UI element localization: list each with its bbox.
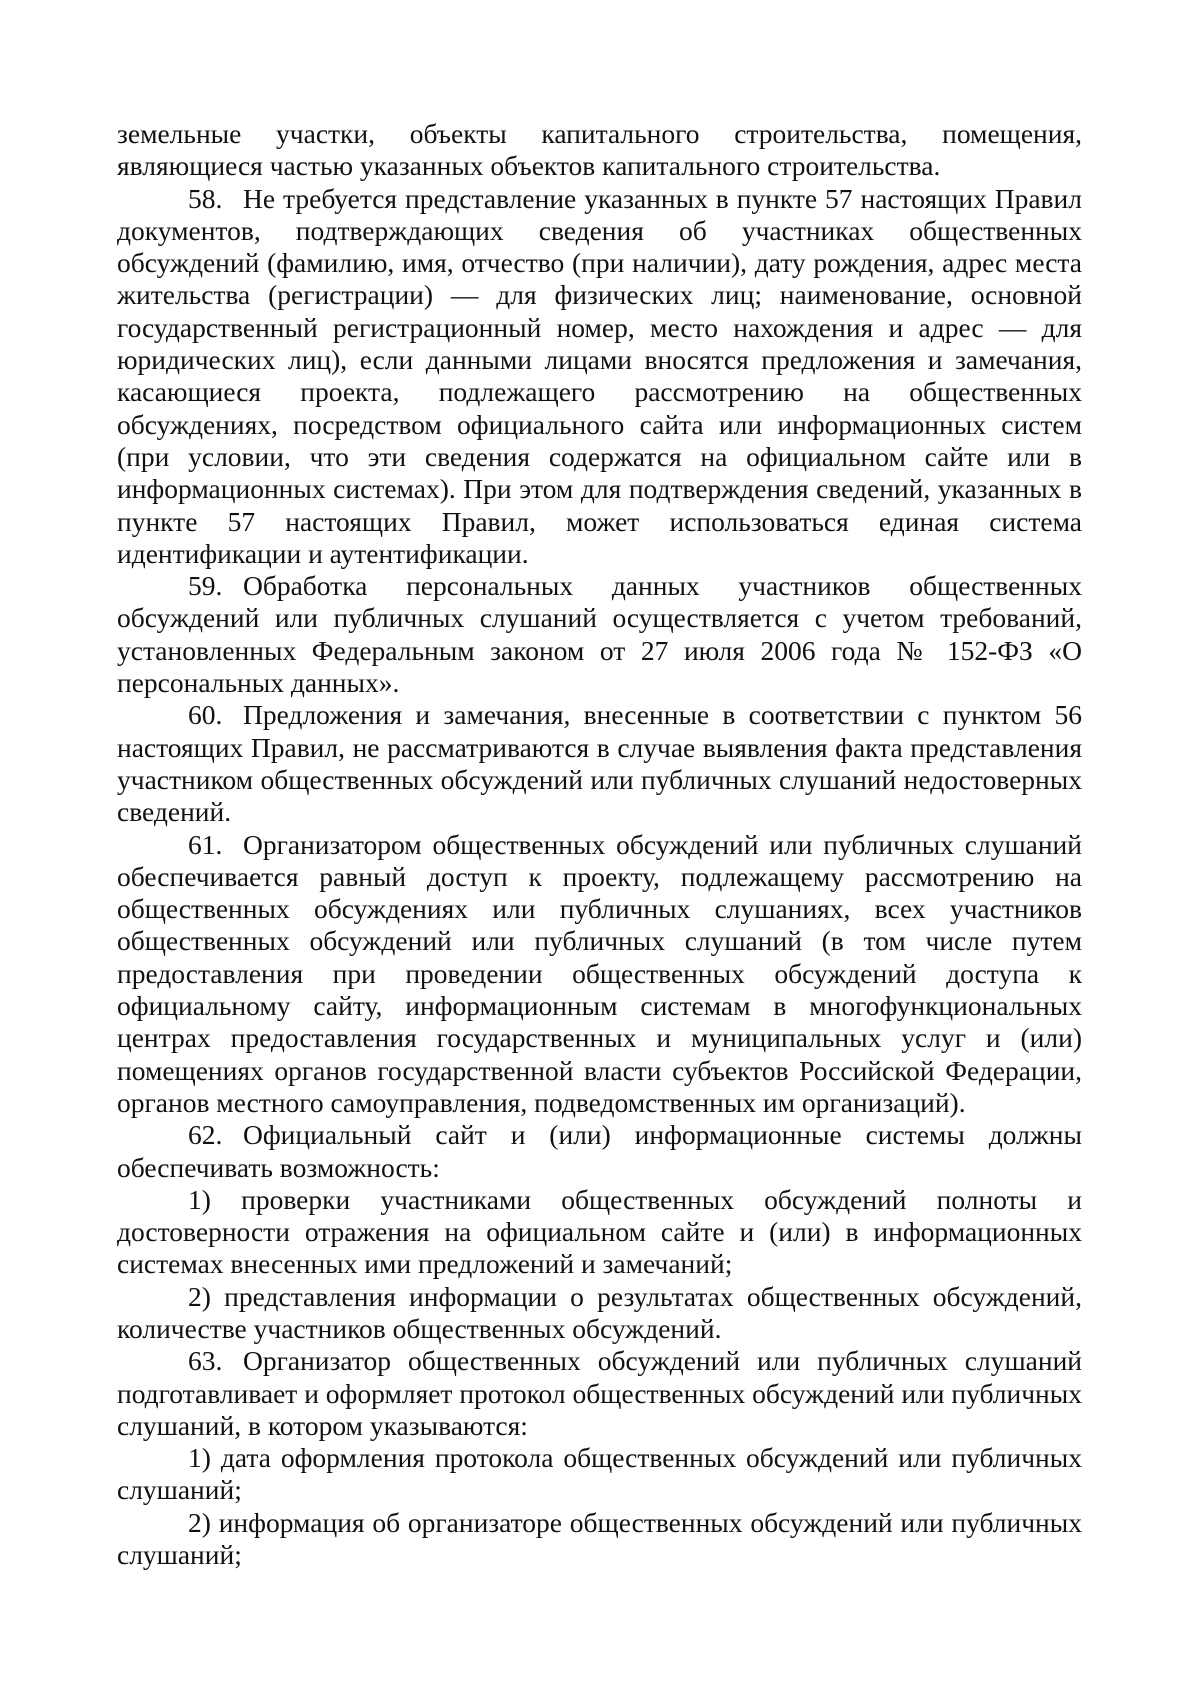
continuation-paragraph: земельные участки, объекты капитального строительства, помещения, являющиеся частью указанных объектов капитального строительства.	[117, 118, 1082, 182]
subitem-number: 1)	[188, 1442, 211, 1474]
subitem-63-1	[117, 1442, 1082, 1507]
paragraph-63	[117, 1345, 1082, 1442]
paragraph-text: Организатором общественных обсуждений или публичных слушаний обеспечивается равный доступ к проекту, подлежащему рассмотрению на общественных обсуждениях или публичных слушаниях, всех участников общественных обсуждений или публичных слушаний (в том числе путем предоставления при проведении общественных обсуждений доступа к официальному сайту, информационным системам в многофункциональных центрах предоставления государственных и муниципальных услуг и (или) помещениях органов государственной власти субъектов Российской Федерации, органов местного самоуправления, подведомственных им организаций).	[117, 828, 1082, 1118]
paragraph-text: Не требуется представление указанных в пункте 57 настоящих Правил документов, подтверждающих сведения об участниках общественных обсуждений (фамилию, имя, отчество (при наличии), дату рождения, адрес места жительства (регистрации) — для физических лиц; наименование, основной государственный регистрационный номер, место нахождения и адрес — для юридических лиц), если данными лицами вносятся предложения и замечания, касающиеся проекта, подлежащего рассмотрению на общественных обсуждениях, посредством официального сайта или информационных систем (при условии, что эти сведения содержатся на официальном сайте или в информационных системах). При этом для подтверждения сведений, указанных в пункте 57 настоящих Правил, может использоваться единая система идентификации и аутентификации.	[117, 182, 1082, 569]
document-page	[117, 118, 1082, 1571]
subitem-text: информация об организаторе общественных обсуждений или публичных слушаний;	[117, 1506, 1083, 1571]
paragraph-number: 60.	[188, 699, 223, 731]
paragraph-59	[117, 570, 1082, 699]
subitem-62-2	[117, 1281, 1082, 1346]
paragraph-number: 62.	[188, 1119, 223, 1151]
subitem-number: 2)	[188, 1280, 211, 1312]
subitem-text: проверки участниками общественных обсуждений полноты и достоверности отражения на официальном сайте и (или) в информационных системах внесенных ими предложений и замечаний;	[117, 1183, 1082, 1280]
paragraph-number: 63.	[188, 1345, 223, 1377]
subitem-text: представления информации о результатах общественных обсуждений, количестве участников общественных обсуждений.	[117, 1280, 1082, 1344]
subitem-63-2	[117, 1507, 1082, 1572]
subitem-number: 1)	[188, 1183, 211, 1215]
paragraph-number: 58.	[188, 182, 223, 214]
paragraph-text: Организатор общественных обсуждений или публичных слушаний подготавливает и оформляет протокол общественных обсуждений или публичных слушаний, в котором указываются:	[117, 1345, 1082, 1441]
paragraph-62	[117, 1119, 1082, 1184]
paragraph-58	[117, 183, 1082, 571]
paragraph-text: Предложения и замечания, внесенные в соответствии с пунктом 56 настоящих Правил, не рассматриваются в случае выявления факта представления участником общественных обсуждений или публичных слушаний недостоверных сведений.	[117, 699, 1082, 828]
paragraph-61	[117, 829, 1082, 1120]
paragraph-text: Официальный сайт и (или) информационные системы должны обеспечивать возможность:	[117, 1119, 1082, 1183]
subitem-number: 2)	[188, 1506, 211, 1538]
subitem-text: дата оформления протокола общественных обсуждений или публичных слушаний;	[117, 1442, 1083, 1506]
paragraph-number: 61.	[188, 828, 223, 860]
paragraph-60	[117, 699, 1082, 828]
paragraph-number: 59.	[188, 570, 223, 602]
paragraph-text: Обработка персональных данных участников общественных обсуждений или публичных слушаний осуществляется с учетом требований, установленных Федеральным законом от 27 июля 2006 года № 152-ФЗ «О персональных данных».	[117, 570, 1082, 699]
subitem-62-1	[117, 1184, 1082, 1281]
